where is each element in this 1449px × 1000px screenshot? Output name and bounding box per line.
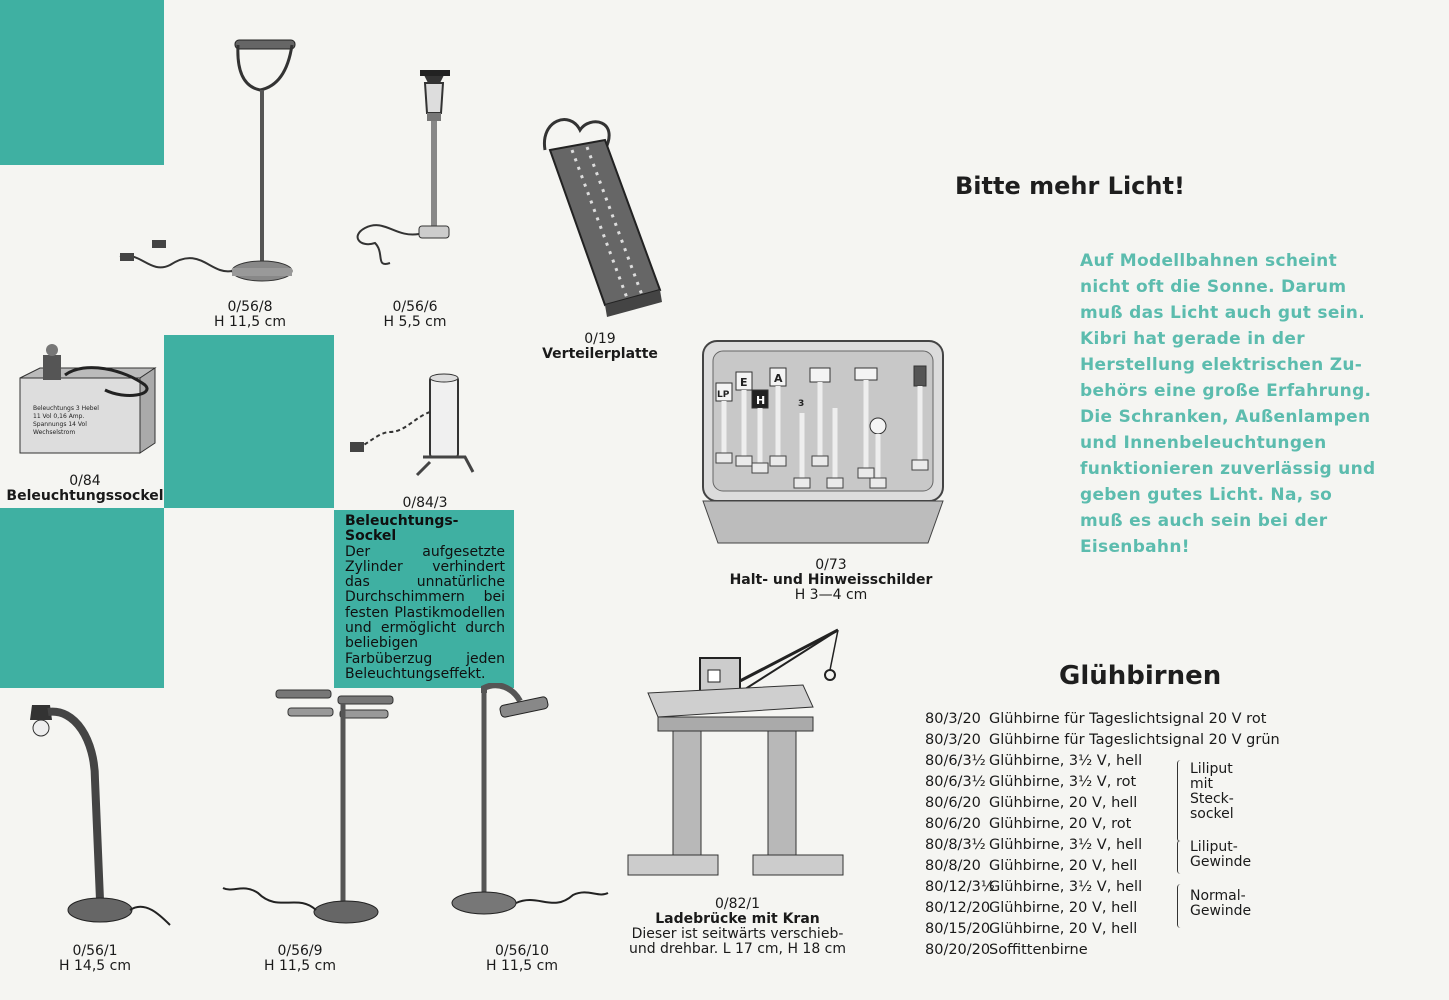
height-0-56-9: H 11,5 cm — [264, 958, 336, 974]
bulb-code: 80/12/20 — [925, 900, 991, 916]
bulb-description: Glühbirne, 20 V, hell — [989, 795, 1138, 811]
intro-paragraph — [1080, 248, 1376, 560]
caption-0-84-3-code — [380, 496, 470, 511]
group3-line2: Gewinde — [1190, 903, 1252, 919]
bulb-description: Glühbirne für Tageslichtsignal 20 V rot — [989, 711, 1267, 727]
distribution-plate-illustration — [530, 110, 680, 325]
bulb-description: Glühbirne für Tageslichtsignal 20 V grün — [989, 732, 1280, 748]
group1-line4: sockel — [1190, 806, 1234, 822]
group-liliput-gewinde — [1190, 840, 1251, 870]
bulb-code: 80/6/20 — [925, 795, 981, 811]
intro-line: Eisenbahn! — [1080, 537, 1190, 557]
caption-0-56-8 — [190, 300, 310, 330]
lamp-0-56-9-illustration — [218, 688, 408, 933]
intro-line: funktionieren zuverlässig und — [1080, 459, 1376, 479]
group3-line1: Normal- — [1190, 888, 1246, 904]
bulb-code: 80/8/3½ — [925, 837, 986, 853]
code-0-84-3: 0/84/3 — [402, 495, 448, 511]
intro-line: geben gutes Licht. Na, so — [1080, 485, 1333, 505]
code-0-84: 0/84 — [69, 473, 101, 489]
name-0-73: Halt- und Hinweisschilder — [729, 572, 933, 588]
box-label-line2: 11 Vol 0,16 Amp. — [33, 413, 85, 420]
code-0-56-8: 0/56/8 — [227, 299, 273, 315]
sign-h-label: H — [756, 394, 766, 407]
intro-line: Die Schranken, Außenlampen — [1080, 407, 1371, 427]
bulb-code: 80/3/20 — [925, 711, 981, 727]
sign-lp-label: LP — [717, 390, 730, 400]
height-0-56-1: H 14,5 cm — [59, 958, 131, 974]
signs-display-illustration — [700, 338, 946, 548]
brace-group-2 — [1177, 840, 1184, 874]
bulb-code: 80/20/20 — [925, 942, 991, 958]
code-0-19: 0/19 — [584, 331, 616, 347]
box-label-line3: Spannungs 14 Vol — [33, 421, 87, 428]
intro-line: Auf Modellbahnen scheint — [1080, 251, 1338, 271]
sign-a-label: A — [774, 372, 783, 385]
sign-3-label: 3 — [798, 399, 805, 409]
bulb-description: Glühbirne, 20 V, hell — [989, 858, 1138, 874]
desc-0-82-1-line2: und drehbar. L 17 cm, H 18 cm — [628, 941, 847, 957]
bulb-description: Glühbirne, 3½ V, rot — [989, 774, 1137, 790]
box-label-line4: Wechselstrom — [33, 429, 76, 436]
bulb-description: Glühbirne, 20 V, hell — [989, 900, 1138, 916]
caption-0-84 — [5, 474, 165, 504]
teal-block-left — [0, 508, 164, 688]
name-0-82-1: Ladebrücke mit Kran — [655, 911, 820, 927]
code-0-56-6: 0/56/6 — [392, 299, 438, 315]
bulb-code: 80/8/20 — [925, 858, 981, 874]
code-0-56-10: 0/56/10 — [495, 943, 549, 959]
height-0-56-6: H 5,5 cm — [383, 314, 447, 330]
lamp-0-56-1-illustration — [20, 700, 180, 935]
brace-group-1 — [1177, 760, 1184, 842]
intro-line: muß das Licht auch gut sein. — [1080, 303, 1365, 323]
bulb-description: Glühbirne, 3½ V, hell — [989, 753, 1143, 769]
bulb-code: 80/6/3½ — [925, 774, 986, 790]
brace-group-3 — [1177, 884, 1184, 928]
code-0-73: 0/73 — [815, 557, 847, 573]
group2-line1: Liliput- — [1190, 839, 1238, 855]
lighting-socket-description — [345, 514, 505, 682]
height-0-56-10: H 11,5 cm — [486, 958, 558, 974]
intro-line: Herstellung elektrischen Zu- — [1080, 355, 1363, 375]
bulb-description: Glühbirne, 3½ V, hell — [989, 879, 1143, 895]
heading-light-bulbs: Glühbirnen — [1059, 661, 1222, 691]
caption-0-73 — [720, 558, 942, 603]
group2-line2: Gewinde — [1190, 854, 1252, 870]
name-0-84: Beleuchtungssockel — [6, 488, 164, 504]
name-0-19: Verteilerplatte — [542, 346, 658, 362]
group1-line3: Steck- — [1190, 791, 1234, 807]
lighting-socket-illustration — [345, 372, 475, 482]
caption-0-56-1 — [40, 944, 150, 974]
desc-0-82-1-line1: Dieser ist seitwärts verschieb- — [631, 926, 844, 942]
bulb-code: 80/15/20 — [925, 921, 991, 937]
bulb-description: Glühbirne, 3½ V, hell — [989, 837, 1143, 853]
code-0-56-9: 0/56/9 — [277, 943, 323, 959]
intro-line: und Innenbeleuchtungen — [1080, 433, 1327, 453]
lamp-0-56-10-illustration — [448, 683, 613, 928]
group-normal-gewinde — [1190, 889, 1251, 919]
lighting-base-box-illustration — [15, 340, 160, 460]
heading-more-light: Bitte mehr Licht! — [955, 172, 1185, 200]
group1-line1: Liliput — [1190, 761, 1233, 777]
bulb-description: Soffittenbirne — [989, 942, 1088, 958]
name-0-84-3: Beleuchtungs-Sockel — [345, 513, 459, 545]
intro-line: nicht oft die Sonne. Darum — [1080, 277, 1347, 297]
bulb-description: Glühbirne, 20 V, rot — [989, 816, 1132, 832]
intro-line: behörs eine große Erfahrung. — [1080, 381, 1372, 401]
bulb-code: 80/6/3½ — [925, 753, 986, 769]
caption-0-82-1 — [605, 897, 870, 957]
height-0-73: H 3—4 cm — [794, 587, 868, 603]
box-label-line1: Beleuchtungs 3 Hebel — [33, 405, 99, 412]
intro-line: muß es auch sein bei der — [1080, 511, 1328, 531]
caption-0-56-9 — [240, 944, 360, 974]
crane-bridge-illustration — [618, 625, 868, 890]
group1-line2: mit — [1190, 776, 1214, 792]
sign-e-label: E — [740, 376, 748, 389]
bulb-code: 80/3/20 — [925, 732, 981, 748]
desc-0-84-3: Der aufgesetzte Zylinder verhindert das unnatürliche Durchschimmern bei festen Plastikmodellen und ermöglicht durch beliebigen Farbüberzug jeden Beleuchtungseffekt. — [345, 543, 505, 682]
bulb-code: 80/6/20 — [925, 816, 981, 832]
height-0-56-8: H 11,5 cm — [214, 314, 286, 330]
code-0-82-1: 0/82/1 — [714, 896, 761, 912]
group-liliput-steck — [1190, 762, 1234, 822]
code-0-56-1: 0/56/1 — [72, 943, 118, 959]
lantern-0-56-6-illustration — [345, 68, 465, 283]
intro-line: Kibri hat gerade in der — [1080, 329, 1305, 349]
caption-0-56-6 — [355, 300, 475, 330]
teal-block-middle — [164, 335, 334, 508]
caption-0-56-10 — [462, 944, 582, 974]
bulb-code: 80/12/3½ — [925, 879, 995, 895]
caption-0-19 — [535, 332, 665, 362]
lamp-0-56-8-illustration — [110, 35, 310, 295]
bulb-description: Glühbirne, 20 V, hell — [989, 921, 1138, 937]
